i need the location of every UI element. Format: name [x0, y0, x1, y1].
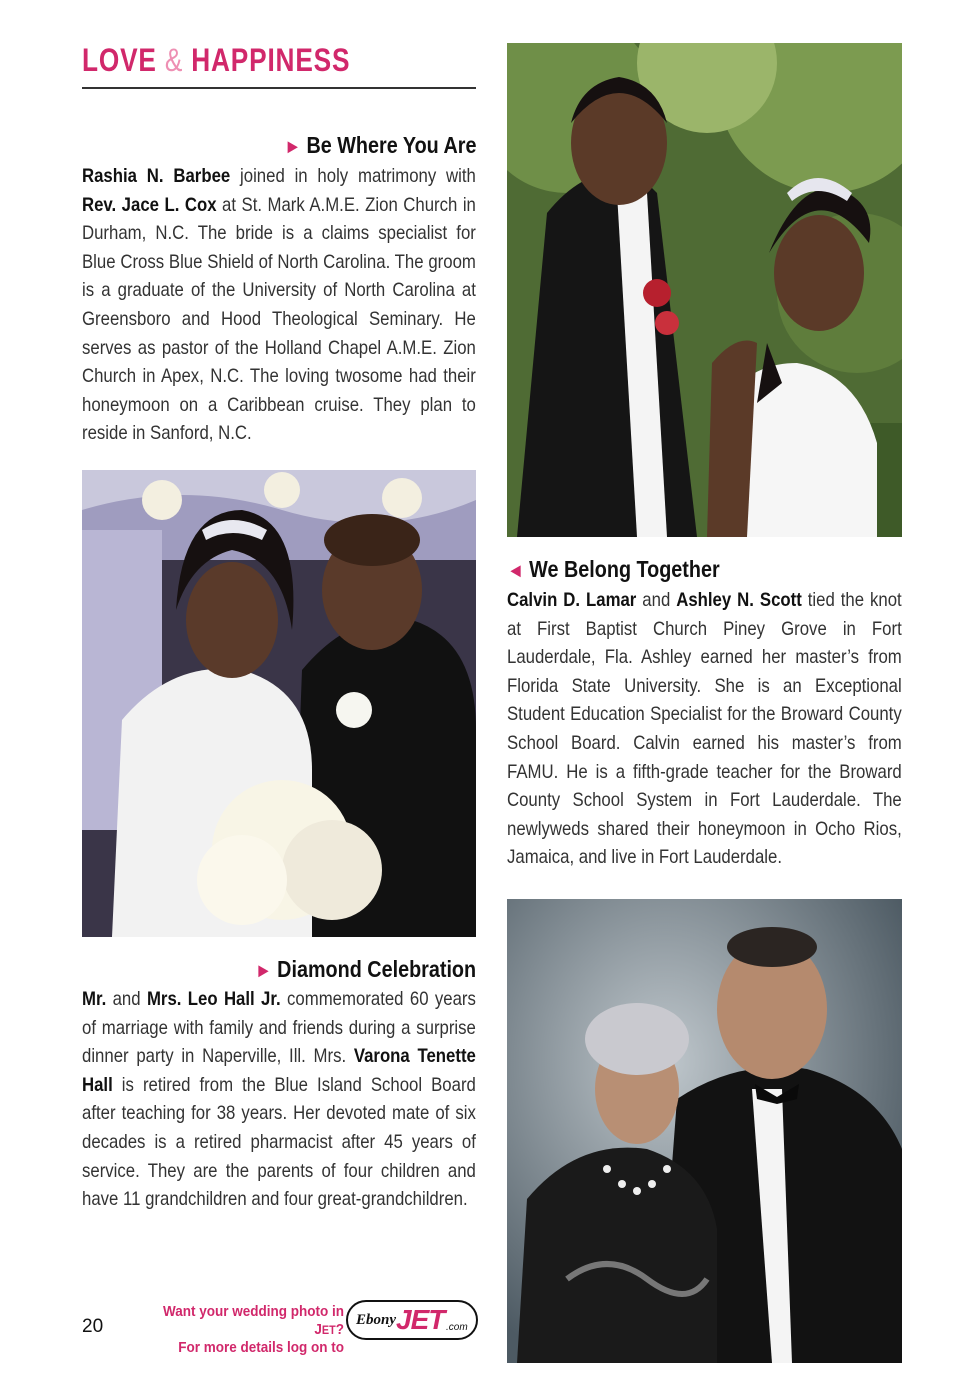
name-groom: Calvin D. Lamar: [507, 589, 637, 611]
logo-jet-text: JET: [396, 1304, 445, 1335]
name-bride: Ashley N. Scott: [676, 589, 802, 611]
page-number: 20: [82, 1316, 104, 1337]
right-triangle-icon: ►: [254, 960, 272, 982]
photo-couple-indoors: [82, 470, 476, 937]
article-heading-be-where-you-are: ► Be Where You Are: [283, 132, 476, 158]
name-couple: Mrs. Leo Hall Jr.: [146, 988, 281, 1010]
article-body-we-belong-together: Calvin D. Lamar and Ashley N. Scott tied the knot at First Baptist Church Piney Grove in Fort Lauderdale, Fla. Ashley earned her master’s from Florida State University. She is an Exceptional Student Education Specialist for the Broward County School Board. Calvin earned his master’s from FAMU. He is a fifth-grade teacher for the Broward County School System in Fort Lauderdale. The newlyweds shared their honeymoon in Ocho Rios, Jamaica, and live in Fort Lauderdale.: [507, 589, 902, 869]
section-title-ampersand: &: [164, 42, 184, 78]
right-triangle-icon: ►: [283, 136, 301, 158]
photo-older-couple: [507, 899, 902, 1363]
section-title-part1: LOVE: [82, 42, 157, 78]
logo-ebony-text: Ebony: [356, 1312, 397, 1328]
ebony-jet-logo[interactable]: [346, 1300, 478, 1340]
article-body-be-where-you-are: Rashia N. Barbee joined in holy matrimony with Rev. Jace L. Cox at St. Mark A.M.E. Zion Church in Durham, N.C. The bride is a claims specialist for Blue Cross Blue Shield of North Carolina. The groom is a graduate of the University of North Carolina at Greensboro and Hood Theological Seminary. He serves as pastor of the Holland Chapel A.M.E. Zion Church in Apex, N.C. The loving twosome had their honeymoon on a Caribbean cruise. They plan to reside in Sanford, N.C.: [82, 165, 476, 445]
section-title-part2: HAPPINESS: [191, 42, 351, 78]
section-title: [82, 42, 405, 79]
name-wife: Varona Tenette Hall: [82, 1045, 476, 1096]
wedding-photo-promo: Want your wedding photo in JET? For more details log on to: [163, 1303, 344, 1356]
header-divider: [82, 87, 476, 89]
logo-com-text: .com: [446, 1322, 468, 1333]
name-bride: Rashia N. Barbee: [82, 165, 231, 187]
name-groom: Rev. Jace L. Cox: [82, 193, 217, 216]
name-husband: Mr.: [82, 988, 107, 1010]
article-body-diamond-celebration: Mr. and Mrs. Leo Hall Jr. commemorated 60 years of marriage with family and friends during a surprise dinner party in Naperville, Ill. Mrs. Varona Tenette Hall is retired from the Blue Island School Board after teaching for 38 years. Her devoted mate of six decades is a retired pharmacist after 45 years of service. They are the parents of four children and have 11 grandchildren and four great-grandchildren.: [82, 988, 476, 1211]
left-triangle-icon: ◄: [507, 560, 525, 582]
article-heading-diamond-celebration: ► Diamond Celebration: [254, 956, 476, 982]
article-heading-we-belong-together: ◄ We Belong Together: [507, 556, 720, 582]
photo-couple-outdoors: [507, 43, 902, 537]
